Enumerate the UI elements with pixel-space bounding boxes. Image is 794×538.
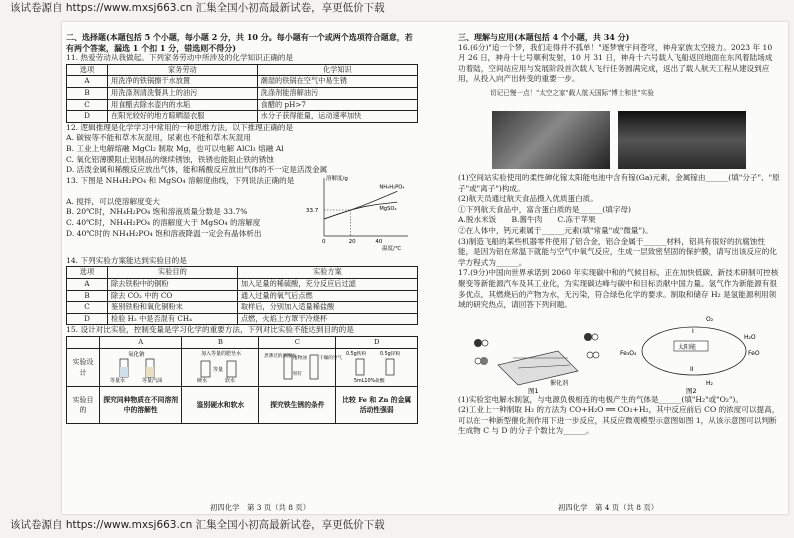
fig1-label: 催化剂: [550, 379, 569, 387]
table-row: [67, 76, 418, 88]
fig-d-label-0: 0.5g铁粉: [345, 351, 366, 357]
q15-table: [66, 336, 418, 425]
table-cell: 除去铁粉中的铜粉: [108, 278, 238, 290]
y-mark-label: 33.7: [306, 207, 319, 214]
table-row: [67, 99, 418, 111]
photo-caption: 切记已慢一点！"太空之家"载人航天国际"博士和世"实验: [490, 88, 654, 97]
fig-a-label-1: 等量水: [109, 377, 125, 384]
x-tick-label: 20: [348, 238, 356, 245]
q16-item-3: ①下列航天食品中，富含蛋白质的是______(填字母): [458, 204, 631, 214]
q13-option-a: A. 搅拌，可以使溶解度变大: [66, 196, 160, 206]
q14-stem: 14. 下列实验方案能达到实验目的是: [66, 255, 187, 265]
q15-purpose-a: 探究同种物质在不同溶剂中的溶解性: [100, 387, 182, 424]
fig2-caption: 图2: [686, 386, 697, 395]
q15-figure-d: [336, 348, 418, 387]
q15-figure-b: [182, 348, 259, 387]
x-tick-label: 40: [375, 238, 383, 245]
astronaut-photo: [490, 88, 654, 169]
table-cell: B: [67, 290, 108, 302]
q16-item-4: A.脱水米饭 B.酱牛肉 C.冻干苹果: [458, 215, 596, 225]
fig2-label-1: Fe₃O₄: [620, 349, 637, 357]
q11-header-2: 化学知识: [257, 64, 417, 76]
q13-stem: 13. 下图是 NH₄H₂PO₄ 和 MgSO₄ 溶解度曲线，下列说法正确的是: [66, 175, 295, 185]
q17-figures: [458, 313, 780, 395]
q12-option-c: C. 氧化铝薄膜阻止铝制品的继续锈蚀，铁锈也能阻止铁的锈蚀: [66, 154, 274, 164]
x-tick-label: 0: [322, 238, 326, 245]
q12-option-a: A. 碳铵等不能和草木灰混用，尿素也不能和草木灰混用: [66, 133, 251, 143]
table-cell: 点燃，火焰上方罩干冷烧杯: [237, 313, 417, 325]
exam-sheet: [62, 22, 788, 514]
rocket-launch-photo: [618, 111, 746, 169]
table-cell: 通入过量的氧气后点燃: [237, 290, 417, 302]
table-cell: C: [67, 99, 108, 111]
table-cell: A: [67, 76, 108, 88]
q14-header-0: 选项: [67, 267, 108, 279]
q11-header-1: 家务劳动: [108, 64, 258, 76]
table-row: [67, 313, 418, 325]
q15-col-b: B: [182, 336, 259, 348]
series-label-0: NH₄H₂PO₄: [379, 183, 405, 190]
q15-figure-a: [100, 348, 182, 387]
q15-col-a: A: [100, 336, 182, 348]
q14-table: [66, 266, 418, 325]
q15-row-design: 实验设计: [67, 348, 100, 387]
q12-stem: 12. 逻辑推理是化学学习中常用的一种思维方法，以下推理正确的是: [66, 122, 294, 132]
q13-option-b: B. 20℃时，NH₄H₂PO₄ 饱和溶液质量分数是 33.7%: [66, 207, 248, 217]
table-cell: 用洗净的铁锅擦干水放置: [108, 76, 258, 88]
q16-stem: 16.(6分)"追一个梦，我们走得并不孤单！"逐梦寰宇问苍穹，神舟家族太空接力。2023 年 10 月 26 日，神舟十七号顺利发射，10 月 31 日，神舟十六号载人飞船返回地面在东风着陆场成功着陆，空间站应用与发展阶段首次载人飞行任务圆满完成，返出了载人航天工程从建设到应用，从投入向产出转变的重要一步。: [458, 42, 773, 84]
table-cell: 食醋的 pH>7: [257, 99, 417, 111]
page-3-footer: 初四化学 第 3 页（共 8 页）: [210, 503, 311, 512]
q16-photos: [490, 88, 780, 169]
q15-corner: [67, 336, 100, 348]
q16-item-5: ②在人体中，钙元素属于______元素(填"常量"或"微量")。: [458, 225, 653, 235]
table-row: [67, 290, 418, 302]
fig-d-label-2: 5mL10%盐酸: [353, 378, 385, 384]
fig2-label-5: H₂: [706, 379, 713, 387]
table-cell: A: [67, 278, 108, 290]
y-axis-label: 溶解度/g: [326, 175, 348, 182]
fig-a-label-0: 氧化钠: [127, 351, 145, 358]
q15-figure-c: [259, 348, 343, 387]
q12-option-b: B. 工业上电解熔融 MgCl₂ 制取 Mg，也可以电解 AlCl₃ 熔融 Al: [66, 143, 284, 153]
q15-stem: 15. 设计对比实验，控制变量是学习化学的重要方法，下列对比实验不能达到目的的是: [66, 325, 354, 335]
table-row: [67, 302, 418, 314]
q16-item-6: (3)制造飞船的某些机器零件使用了铝合金，铝合金属于______材料，铝具有很好的抗腐蚀性能，是因为铝在常温下就能与空气中氧气反应，生成一层致密坚固的保护膜，请写出该反应的化学方程式为______。: [458, 236, 777, 267]
fig2-label-3: O₂: [706, 315, 714, 323]
table-cell: 取样后，分别加入适量稀盐酸: [237, 302, 417, 314]
fig-b-label-3: 软水: [225, 377, 236, 384]
q11-header-0: 选项: [67, 64, 108, 76]
table-cell: 除去 CO₂ 中的 CO: [108, 290, 238, 302]
solubility-chart: [306, 174, 416, 254]
table-cell: C: [67, 302, 108, 314]
table-row: [67, 87, 418, 99]
fig-b-label-1: 等量: [213, 366, 224, 373]
reaction-model-figure: [458, 313, 608, 393]
q11-stem: 11. 热爱劳动从我做起。下列家务劳动中所涉及的化学知识正确的是: [66, 53, 294, 63]
fig-c-label-1: 植物油: [293, 355, 308, 361]
q14-header-1: 实验目的: [108, 267, 238, 279]
fig-a-label-2: 等量汽油: [141, 377, 162, 384]
series-label-1: MgSO₄: [379, 205, 397, 212]
page-4-footer: 初四化学 第 4 页（共 8 页）: [558, 503, 659, 512]
q15-purpose-c: 探究铁生锈的条件: [259, 387, 336, 424]
table-cell: B: [67, 87, 108, 99]
fig2-label-7: II: [690, 365, 694, 373]
q15-row-purpose: 实验目的: [67, 387, 100, 424]
section-title-choice: 二、选择题(本题包括 5 个小题，每小题 2 分，共 10 分。每小题有一个或两个选项符合题意，若有两个答案，漏选 1 个扣 1 分，错选则不得分): [66, 32, 413, 53]
table-row: [67, 278, 418, 290]
top-banner-text: 该试卷源自 https://www.mxsj663.cn 汇集全国小初高最新试卷，享更低价下载: [10, 2, 385, 14]
page-3: [66, 32, 418, 424]
q13-option-d: D. 40℃时的 NH₄H₂PO₄ 饱和溶液降温一定会有晶体析出: [66, 228, 262, 238]
fig-b-label-2: 硬水: [197, 377, 208, 384]
fig2-label-6: I: [692, 327, 694, 335]
table-cell: D: [67, 111, 108, 123]
q15-purpose-d: 比较 Fe 和 Zn 的金属活动性强弱: [336, 387, 418, 424]
table-cell: 用洗涤剂清洗餐具上的油污: [108, 87, 258, 99]
fig2-label-2: FeO: [748, 349, 760, 357]
table-cell: 检验 H₂ 中是否混有 CH₄: [108, 313, 238, 325]
page-4: [458, 32, 780, 437]
top-banner: [0, 0, 794, 20]
table-cell: 鉴别铁粉和氧化铜粉末: [108, 302, 238, 314]
table-cell: 在阳光较好的地方晾晒湿衣服: [108, 111, 258, 123]
fig1-caption: 图1: [528, 386, 539, 395]
table-cell: 洗涤剂能溶解油污: [257, 87, 417, 99]
section-title-application: 三、理解与应用(本题包括 4 个小题，共 34 分): [458, 32, 630, 42]
table-cell: D: [67, 313, 108, 325]
q11-table: [66, 64, 418, 123]
q15-col-c: C: [259, 336, 336, 348]
table-row: [67, 111, 418, 123]
table-cell: 加入足量的稀硫酸，充分反应后过滤: [237, 278, 417, 290]
q17-item-2: (2)工业上一种制取 H₂ 的方法为 CO+H₂O ══ CO₂+H₂，其中反应前后 CO 的浓度可以提高，可以在一种新型催化剂作用下进一步反应，其反应微观模型示意图如图 1，从该示意图可以判断生成物 C 与 D 的分子个数比为______。: [458, 405, 780, 436]
fig2-label-4: H₂O: [744, 333, 756, 341]
fig-c-label-0: 煮沸过的蒸馏水: [264, 353, 297, 359]
iron-oxide-cycle-figure: [614, 313, 774, 393]
bottom-banner: [0, 517, 794, 537]
q17-stem: 17.(9分)中国向世界承诺到 2060 年实现碳中和的气候目标，正在加快低碳、新技术研制可控核聚变等新能源汽车及其工业化，为实现碳达峰与碳中和目标贡献中国力量。氢气作为新能源有很多优点，其燃烧后的产物为水，无污染，符合绿色化学的要求。制取和储存 H₂ 是氢能源利用领域的研究热点，请回答下列问题。: [458, 268, 779, 310]
q16-item-1: (1)空间站实验使用的柔性砷化镓太阳能电池中含有镓(Ga)元素，金属镓由______(填"分子"、"原子"或"离子")构成。: [458, 172, 780, 193]
x-axis-label: 温度/℃: [382, 245, 402, 252]
bottom-banner-text: 该试卷源自 https://www.mxsj663.cn 汇集全国小初高最新试卷，享更低价下载: [10, 519, 385, 531]
fig-b-label-0: 加入等量的肥皂水: [201, 350, 242, 357]
q13-option-c: C. 40℃时，NH₄H₂PO₄ 的溶解度大于 MgSO₄ 的溶解度: [66, 217, 261, 227]
q13-block: [66, 176, 418, 256]
fig-d-label-1: 0.5g锌粉: [379, 351, 400, 357]
table-cell: 水分子获得能量，运动速率加快: [257, 111, 417, 123]
table-cell: 用食醋去除水壶内的水垢: [108, 99, 258, 111]
q15-purpose-b: 鉴别硬水和软水: [182, 387, 259, 424]
q14-header-2: 实验方案: [237, 267, 417, 279]
q16-item-2: (2)航天员通过航天食品摄入优质蛋白质。: [458, 194, 598, 204]
fig-c-label-3: 干燥的空气: [319, 355, 343, 361]
fig2-label-0: 太阳能: [678, 343, 697, 351]
q15-col-d: D: [336, 336, 418, 348]
fig-c-label-2: 铁钉: [293, 371, 303, 377]
q17-item-1: (1)实验室电解水制氢，与电源负极相连的电极产生的气体是______(填"H₂"或"O₂")。: [458, 394, 743, 404]
table-cell: 潮湿的铁锅在空气中易生锈: [257, 76, 417, 88]
q12-option-d: D. 活泼金属和稀酸反应放出气体，能和稀酸反应放出气体的不一定是活泼金属: [66, 165, 328, 175]
